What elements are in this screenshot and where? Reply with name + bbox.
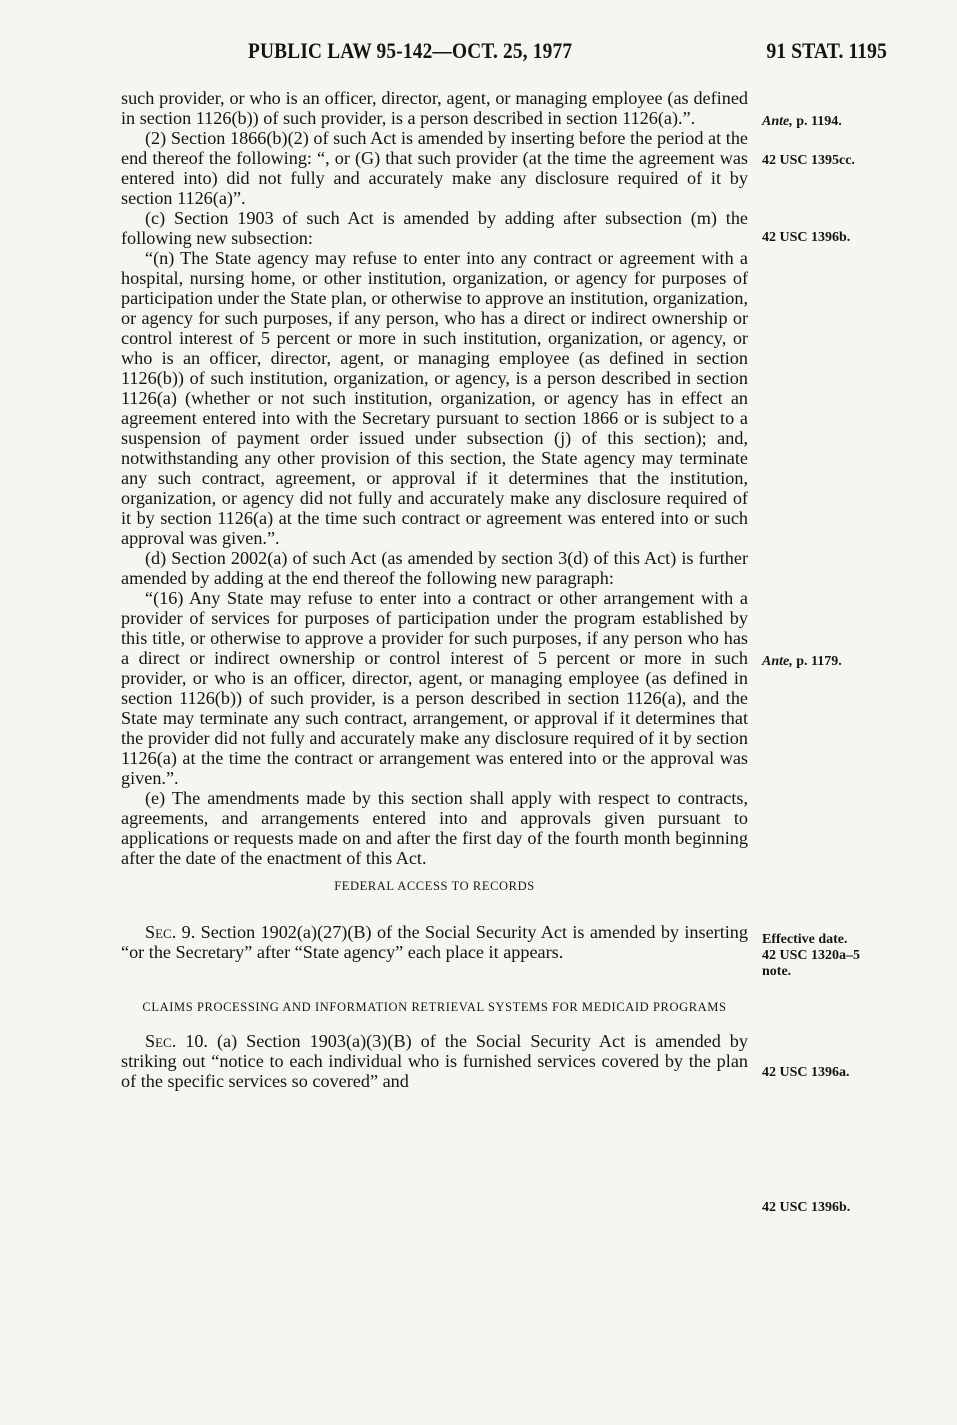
heading-federal-access: FEDERAL ACCESS TO RECORDS	[334, 879, 535, 893]
paragraph-continuation: such provider, or who is an officer, director, agent, or managing employee (as defined in section 1126(b)) of such provider, is a person described in section 1126(a).”.	[121, 88, 748, 128]
margin-note-usc-1396b: 42 USC 1396b.	[762, 230, 851, 245]
section-9	[121, 922, 748, 962]
margin-note-usc-1395cc: 42 USC 1395cc.	[762, 153, 855, 168]
section-9-text: Section 1902(a)(27)(B) of the Social Security Act is amended by inserting “or the Secretary” after “State agency” each place it appears.	[121, 922, 748, 962]
margin-note-ante-1194: Ante, p. 1194.	[762, 114, 842, 129]
section-9-label: Sec. 9.	[145, 922, 196, 942]
paragraph-subsection-n: “(n) The State agency may refuse to enter into any contract or agreement with a hospital, nursing home, or other institution, organization, or agency for purposes of participation under the State plan, or otherwise to approve an institution, organization, or agency for such purposes, if any person, who has a direct or indirect ownership or control interest of 5 percent or more in such institution, organization, or agency, or who is an officer, director, agent, or managing employee (as defined in section 1126(b)) of such institution, organization, or agency, is a person described in section 1126(a) (whether or not such institution, organization, or agency has in effect an agreement entered into with the Secretary pursuant to section 1866 or is subject to a suspension of payment order issued under subsection (j) of this section); and, notwithstanding any other provision of this section, the State agency may terminate any such contract, agreement, or approval if it determines that the institution, organization, or agency did not fully and accurately make any disclosure required of it by section 1126(a) at the time such contract or agreement was entered into or such approval was given.”.	[121, 248, 748, 548]
margin-note-usc-1396a: 42 USC 1396a.	[762, 1065, 850, 1080]
paragraph-subsection-e: (e) The amendments made by this section shall apply with respect to contracts, agreements, and arrangements entered into and approvals given pursuant to applications or requests made on and after the first day of the fourth month beginning after the date of the enactment of this Act.	[121, 788, 748, 868]
margin-note-usc-1320a5: 42 USC 1320a–5	[762, 948, 861, 963]
margin-note-usc-1396b-sec10: 42 USC 1396b.	[762, 1200, 851, 1215]
section-10-label: Sec. 10.	[145, 1031, 208, 1051]
section-10	[121, 1031, 748, 1091]
paragraph-section-1866: (2) Section 1866(b)(2) of such Act is amended by inserting before the period at the end thereof the following: “, or (G) that such provider (at the time the agreement was entered into) did not fully and accurately make any disclosure required of it by section 1126(a)”.	[121, 128, 748, 208]
paragraph-subsection-c: (c) Section 1903 of such Act is amended by adding after subsection (m) the following new subsection:	[121, 208, 748, 248]
margin-note-note: note.	[762, 964, 792, 979]
statute-page: 91 STAT. 1195	[766, 38, 887, 63]
heading-claims-processing: CLAIMS PROCESSING AND INFORMATION RETRIEVAL SYSTEMS FOR MEDICAID PROGRAMS	[142, 1000, 727, 1014]
body-text	[121, 88, 748, 1091]
paragraph-subsection-d: (d) Section 2002(a) of such Act (as amended by section 3(d) of this Act) is further amended by adding at the end thereof the following new paragraph:	[121, 548, 748, 588]
margin-note-effective-date: Effective date.	[762, 932, 848, 947]
paragraph-16: “(16) Any State may refuse to enter into a contract or other arrangement with a provider of services for purposes of participation under the program established by this title, or otherwise to approve a provider for such purposes, if any person who has a direct or indirect ownership or control interest of 5 percent or more in such provider, or who is an officer, director, agent, or managing employee (as defined in section 1126(b)) of such provider, is a person described in section 1126(a), and the State may terminate any such contract, arrangement, or approval if it determines that the provider did not fully and accurately make any disclosure required of it by section 1126(a) at the time the contract or arrangement was entered into or the approval was given.”.	[121, 588, 748, 788]
page-header	[0, 38, 957, 68]
section-10-text: (a) Section 1903(a)(3)(B) of the Social Security Act is amended by striking out “notice to each individual who is furnished services covered by the plan of the specific services so covered” and	[121, 1031, 748, 1091]
law-title: PUBLIC LAW 95-142—OCT. 25, 1977	[248, 38, 573, 63]
margin-note-ante-1179: Ante, p. 1179.	[762, 654, 842, 669]
